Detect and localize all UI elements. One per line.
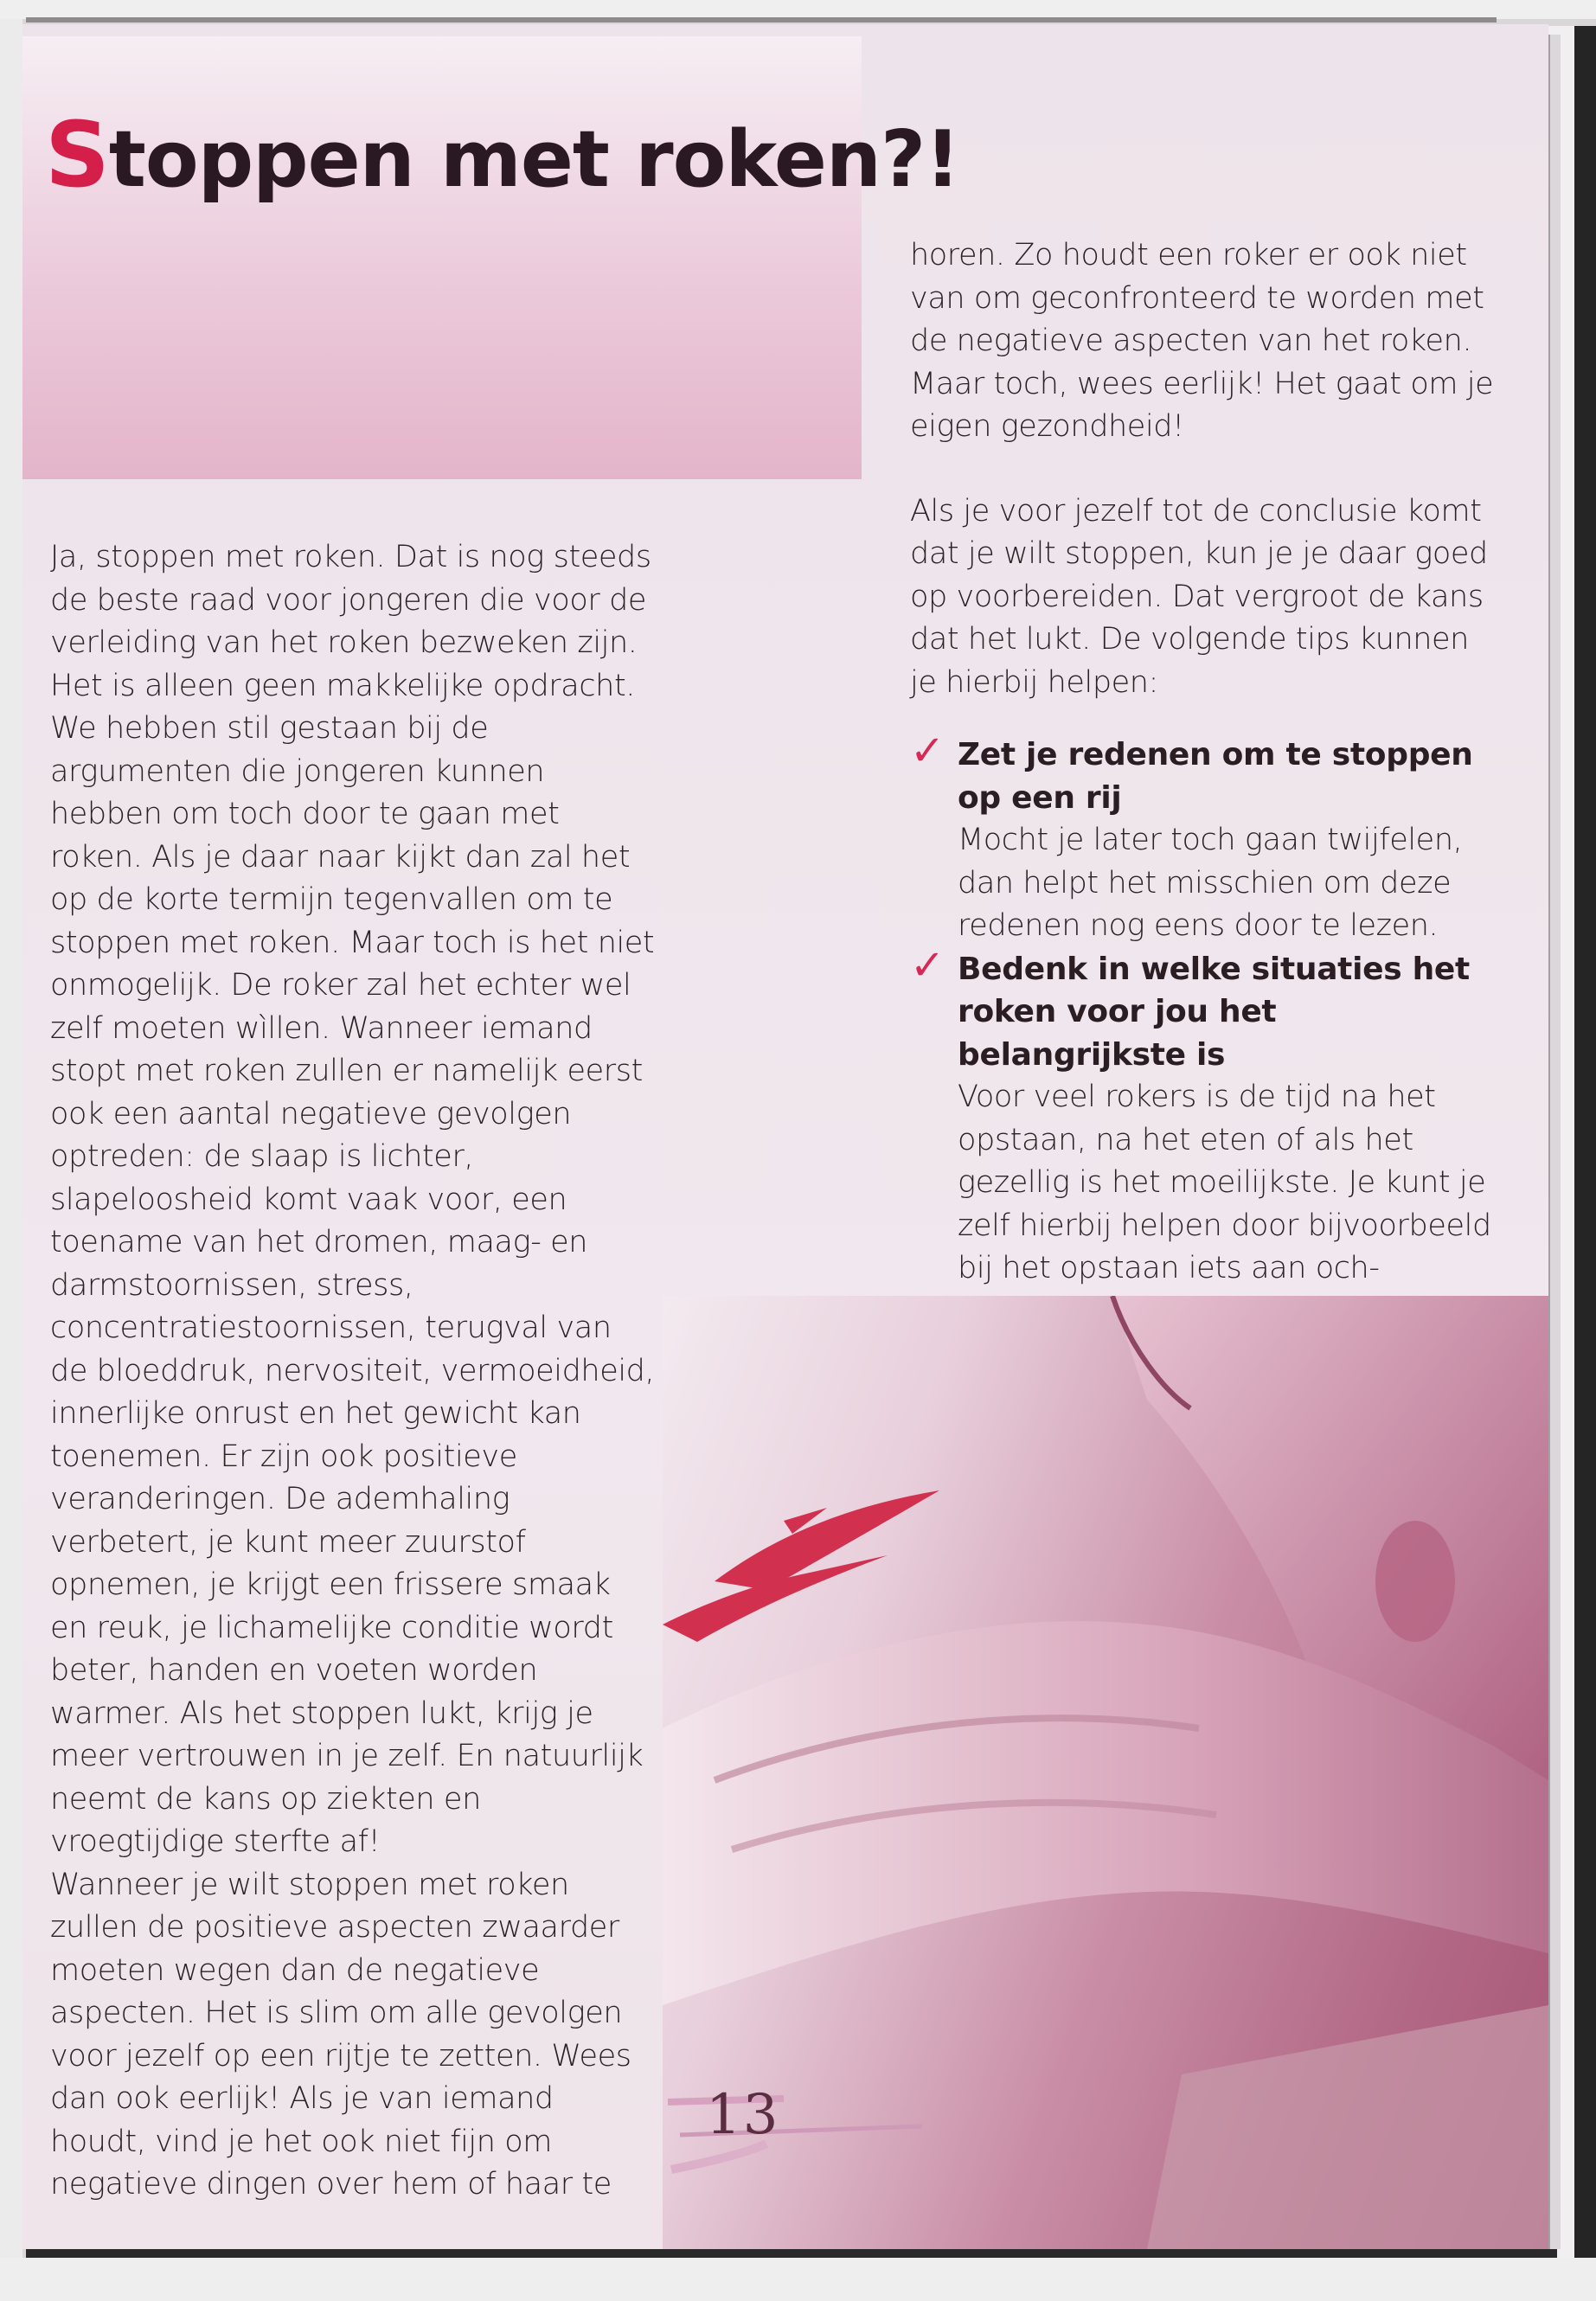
ear-shape <box>1375 1521 1455 1642</box>
scan-binding-edge <box>1574 26 1596 2275</box>
checkmark-icon: ✓ <box>910 727 945 775</box>
right-paragraph-2: Als je voor jezelf tot de conclusie komt dat je wilt stoppen, kun je je daar goed op voorbereiden. Dat vergroot de kans dat het lukt. De volgende tips kunnen je hierbij helpen: <box>910 493 1488 700</box>
title-rest: toppen met roken?! <box>108 114 960 205</box>
scan-top-margin <box>0 0 1596 19</box>
scan-bottom-margin <box>0 2258 1596 2301</box>
scan-top-edge-line <box>26 17 1497 22</box>
page-number: 13 <box>706 2083 780 2147</box>
left-column <box>50 536 656 2207</box>
page-number-swoosh <box>663 2083 939 2187</box>
tip-heading: Bedenk in welke situaties het roken voor jou het belangrijkste is <box>958 951 1470 1073</box>
tip-body: Mocht je later toch gaan twijfelen, dan helpt het misschien om deze redenen nog eens door te lezen. <box>958 823 1463 943</box>
page-right-edge <box>1548 35 1561 2249</box>
tip-item <box>910 727 1498 948</box>
scan-left-margin <box>0 19 22 2259</box>
right-paragraph-1: horen. Zo houdt een roker er ook niet van om geconfronteerd te worden met de negatieve aspecten van het roken. Maar toch, wees eerlijk! Het gaat om je eigen gezondheid! <box>910 238 1494 444</box>
right-column <box>910 234 1498 1291</box>
tip-item <box>910 940 1498 1291</box>
left-paragraph-2: Wanneer je wilt stoppen met roken zullen de positieve aspecten zwaarder moeten wegen dan de negatieve aspecten. Het is slim om alle gevolgen voor jezelf op een rijtje te zetten. Wees dan ook eerlijk! Als je van iemand houdt, vind je het ook niet fijn om negatieve dingen over hem of haar te <box>50 1867 631 2202</box>
article-title <box>45 102 959 208</box>
scan-bottom-edge-line <box>26 2249 1557 2258</box>
left-paragraph-1: Ja, stoppen met roken. Dat is nog steeds de beste raad voor jongeren die voor de verleiding van het roken bezweken zijn. Het is alleen geen makkelijke opdracht. We hebben stil gestaan bij de argumenten die jongeren kunnen hebben om toch door te gaan met roken. Als je daar naar kijkt dan zal het op de korte termijn tegenvallen om te stoppen met roken. Maar toch is het niet onmogelijk. De roker zal het echter wel zelf moeten wìllen. Wanneer iemand stopt met roken zullen er namelijk eerst ook een aantal negatieve gevolgen optreden: de slaap is lichter, slapeloosheid komt vaak voor, een toename van het dromen, maag- en darmstoornissen, stress, concentratiestoornissen, terugval van de bloeddruk, nervositeit, vermoeidheid, innerlijke onrust en het gewicht kan toenemen. Er zijn ook positieve veranderingen. De ademhaling verbetert, je kunt meer zuurstof opnemen, je krijgt een frissere smaak en reuk, je lichamelijke conditie wordt beter, handen en voeten worden warmer. Als het stoppen lukt, krijg je meer vertrouwen in je zelf. En natuurlijk neemt de kans op ziekten en vroegtijdige sterfte af! <box>50 540 655 1859</box>
checkmark-icon: ✓ <box>910 940 945 990</box>
tip-body: Voor veel rokers is de tijd na het opstaan, na het eten of als het gezellig is het moeilijkste. Je kunt je zelf hierbij helpen door bijvoorbeeld bij het opstaan iets aan och- <box>958 1080 1491 1285</box>
tips-list <box>910 727 1498 1291</box>
collar-shape <box>1147 2005 1548 2249</box>
tip-heading: Zet je redenen om te stoppen op een rij <box>958 737 1473 816</box>
title-initial: S <box>45 102 109 208</box>
magazine-page <box>22 24 1548 2249</box>
